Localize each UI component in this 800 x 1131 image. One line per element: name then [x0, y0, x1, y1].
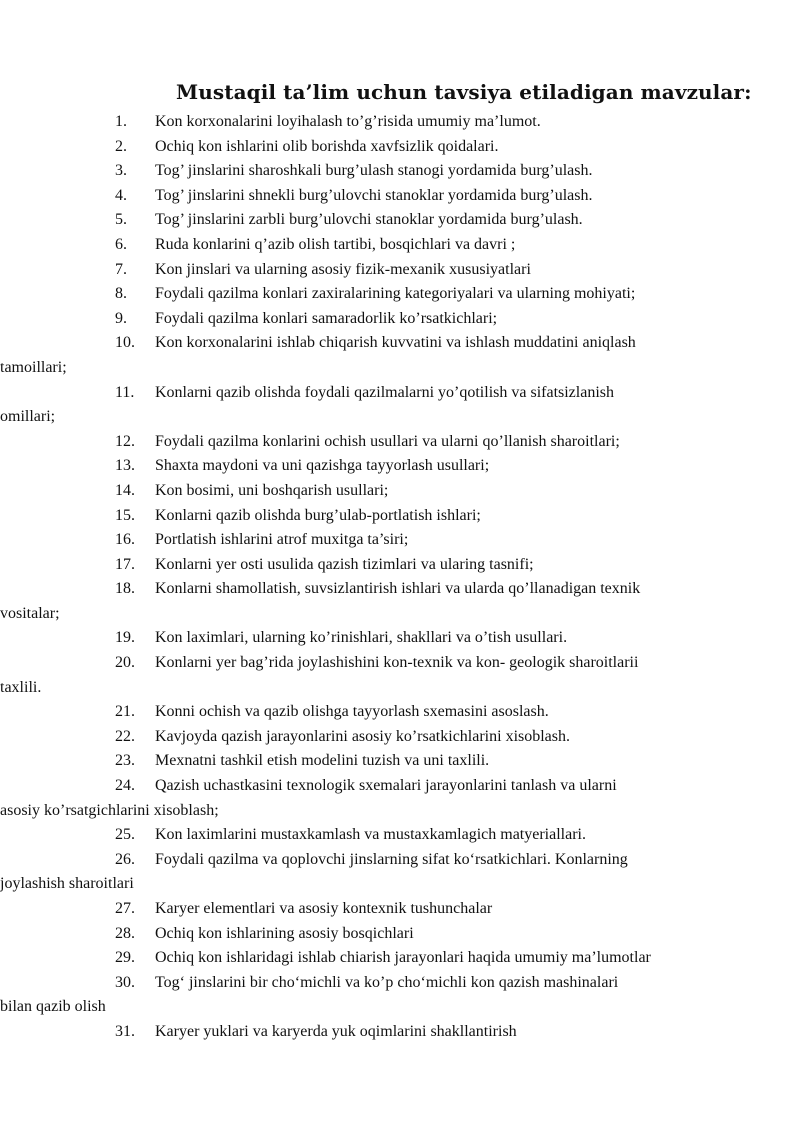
list-item-text: Konlarni yer bag’rida joylashishini kon-texnik va kon- geologik sharoitlarii — [155, 654, 639, 672]
list-item-continuation: bilan qazib olish — [0, 998, 106, 1016]
list-item-number: 5. — [115, 211, 127, 229]
list-item-line — [115, 577, 760, 602]
list-item-line — [115, 700, 760, 725]
list-item-line — [115, 282, 760, 307]
list-item-number: 11. — [115, 383, 135, 401]
list-item-text: Kavjoyda qazish jarayonlarini asosiy ko’rsatkichlarini xisoblash. — [155, 727, 571, 745]
list-item — [0, 454, 800, 479]
list-item — [0, 1020, 800, 1045]
list-item-number: 25. — [115, 826, 135, 844]
list-item-line — [115, 848, 760, 873]
list-item-number: 12. — [115, 432, 135, 450]
list-item-number: 24. — [115, 777, 135, 795]
list-item-number: 31. — [115, 1022, 135, 1040]
list-item-number: 8. — [115, 285, 127, 303]
list-item-line — [115, 528, 760, 553]
list-item — [0, 774, 800, 823]
list-item — [0, 922, 800, 947]
list-item-text: Mexnatni tashkil etish modelini tuzish va uni taxlili. — [155, 752, 490, 770]
list-item-text: Kon bosimi, uni boshqarish usullari; — [155, 481, 389, 499]
list-item-line — [115, 774, 760, 799]
list-item-text: Kon jinslari va ularning asosiy fizik-mexanik xususiyatlari — [155, 260, 531, 278]
list-item — [0, 258, 800, 283]
list-item-text: Konlarni qazib olishda burg’ulab-portlatish ishlari; — [155, 506, 481, 524]
list-item — [0, 553, 800, 578]
list-item-text: Karyer elementlari va asosiy kontexnik tushunchalar — [155, 900, 493, 917]
list-item-number: 19. — [115, 629, 135, 647]
list-item-line — [115, 430, 760, 455]
list-item-number: 6. — [115, 235, 127, 253]
list-item-text: Ochiq kon ishlarining asosiy bosqichlari — [155, 924, 414, 942]
list-item-text: Tog’ jinslarini sharoshkali burg’ulash stanogi yordamida burg’ulash. — [155, 162, 593, 180]
list-item-text: Foydali qazilma konlari zaxiralarining kategoriyalari va ularning mohiyati; — [155, 285, 636, 303]
list-item-text: Foydali qazilma konlari samaradorlik ko’rsatkichlari; — [155, 309, 498, 327]
list-item-line — [115, 823, 760, 848]
list-item-line — [115, 110, 760, 135]
list-item-text: Konni ochish va qazib olishga tayyorlash sxemasini asoslash. — [155, 703, 549, 721]
list-item-line — [115, 381, 760, 406]
list-item-text: Ruda konlarini q’azib olish tartibi, bosqichlari va davri ; — [155, 235, 516, 253]
list-item-line — [115, 725, 760, 750]
list-item — [0, 725, 800, 750]
list-item-text: Portlatish ishlarini atrof muxitga ta’siri; — [155, 531, 409, 549]
list-item-continuation: omillari; — [0, 408, 56, 426]
list-item-text: Konlarni qazib olishda foydali qazilmalarni yo’qotilish va sifatsizlanish — [155, 383, 614, 401]
topic-list — [0, 110, 800, 1045]
list-item-text: Konlarni shamollatish, suvsizlantirish ishlari va ularda qo’llanadigan texnik — [155, 580, 641, 598]
list-item-number: 14. — [115, 481, 135, 499]
list-item-continuation: joylashish sharoitlari — [0, 875, 134, 893]
list-item — [0, 651, 800, 700]
list-item-number: 26. — [115, 850, 135, 868]
list-item-text: Foydali qazilma konlarini ochish usullari va ularni qo’llanish sharoitlari; — [155, 432, 620, 450]
list-item-line — [115, 749, 760, 774]
list-item-continuation: tamoillari; — [0, 358, 67, 376]
list-item — [0, 700, 800, 725]
list-item — [0, 823, 800, 848]
page-title: Mustaqil ta’lim uchun tavsiya etiladigan mavzular: — [176, 80, 752, 104]
list-item-text: Konlarni yer osti usulida qazish tizimlari va ularing tasnifi; — [155, 555, 534, 573]
list-item-line — [115, 233, 760, 258]
list-item-text: Tog’ jinslarini shnekli burg’ulovchi stanoklar yordamida burg’ulash. — [155, 186, 593, 204]
list-item-text: Foydali qazilma va qoplovchi jinslarning sifat ko‘rsatkichlari. Konlarning — [155, 850, 628, 868]
list-item-text: Tog’ jinslarini zarbli burg’ulovchi stanoklar yordamida burg’ulash. — [155, 211, 583, 229]
list-item — [0, 233, 800, 258]
list-item-line — [115, 208, 760, 233]
list-item-number: 7. — [115, 260, 127, 278]
list-item-text: Ochiq kon ishlarini olib borishda xavfsizlik qoidalari. — [155, 137, 499, 155]
list-item-text: Qazish uchastkasini texnologik sxemalari jarayonlarini tanlash va ularni — [155, 777, 617, 795]
list-item-text: Kon korxonalarini ishlab chiqarish kuvvatini va ishlash muddatini aniqlash — [155, 334, 636, 352]
list-item — [0, 331, 800, 380]
list-item-number: 10. — [115, 334, 135, 352]
list-item-continuation: asosiy ko’rsatgichlarini xisoblash; — [0, 801, 219, 819]
list-item-line — [115, 135, 760, 160]
list-item — [0, 381, 800, 430]
list-item-line — [115, 553, 760, 578]
list-item-line — [115, 159, 760, 184]
list-item-number: 16. — [115, 531, 135, 549]
list-item-number: 18. — [115, 580, 135, 598]
list-item — [0, 528, 800, 553]
list-item-text: Karyer yuklari va karyerda yuk oqimlarini shakllantirish — [155, 1022, 517, 1040]
list-item-number: 23. — [115, 752, 135, 770]
list-item — [0, 184, 800, 209]
list-item-text: Ochiq kon ishlaridagi ishlab chiarish jarayonlari haqida umumiy ma’lumotlar — [155, 949, 651, 967]
list-item-line — [115, 184, 760, 209]
list-item — [0, 626, 800, 651]
list-item-number: 20. — [115, 654, 135, 672]
list-item-line — [115, 307, 760, 332]
list-item — [0, 848, 800, 897]
list-item — [0, 897, 800, 922]
list-item-line — [115, 504, 760, 529]
list-item — [0, 971, 800, 1020]
list-item-text: Kon laximlarini mustaxkamlash va mustaxkamlagich matyeriallari. — [155, 826, 586, 844]
list-item — [0, 577, 800, 626]
list-item-number: 21. — [115, 703, 135, 721]
list-item-text: Shaxta maydoni va uni qazishga tayyorlash usullari; — [155, 457, 490, 475]
list-item-number: 13. — [115, 457, 135, 475]
list-item-line — [115, 1020, 760, 1045]
list-item-line — [115, 454, 760, 479]
list-item-line — [115, 971, 760, 996]
list-item-text: Tog‘ jinslarini bir cho‘michli va ko’p cho‘michli kon qazish mashinalari — [155, 973, 619, 991]
list-item-line — [115, 651, 760, 676]
list-item-continuation: vositalar; — [0, 604, 60, 622]
list-item-continuation: taxlili. — [0, 678, 42, 696]
list-item-number: 4. — [115, 186, 127, 204]
list-item-number: 29. — [115, 949, 135, 967]
list-item-number: 1. — [115, 113, 127, 130]
list-item-line — [115, 946, 760, 971]
list-item-text: Kon laximlari, ularning ko’rinishlari, shakllari va o’tish usullari. — [155, 629, 568, 647]
list-item — [0, 135, 800, 160]
list-item-number: 22. — [115, 727, 135, 745]
list-item — [0, 479, 800, 504]
list-item-number: 2. — [115, 137, 127, 155]
list-item-number: 9. — [115, 309, 127, 327]
list-item-number: 28. — [115, 924, 135, 942]
list-item — [0, 282, 800, 307]
list-item-number: 17. — [115, 555, 135, 573]
list-item-line — [115, 479, 760, 504]
list-item-line — [115, 331, 760, 356]
list-item-line — [115, 626, 760, 651]
list-item-number: 27. — [115, 900, 135, 917]
list-item — [0, 504, 800, 529]
list-item — [0, 159, 800, 184]
list-item — [0, 208, 800, 233]
list-item-number: 3. — [115, 162, 127, 180]
list-item-line — [115, 897, 760, 922]
list-item — [0, 946, 800, 971]
list-item-number: 30. — [115, 973, 135, 991]
list-item — [0, 110, 800, 135]
list-item — [0, 307, 800, 332]
list-item — [0, 749, 800, 774]
list-item-line — [115, 258, 760, 283]
list-item-number: 15. — [115, 506, 135, 524]
list-item-text: Kon korxonalarini loyihalash to’g’risida umumiy ma’lumot. — [155, 113, 541, 130]
list-item — [0, 430, 800, 455]
list-item-line — [115, 922, 760, 947]
